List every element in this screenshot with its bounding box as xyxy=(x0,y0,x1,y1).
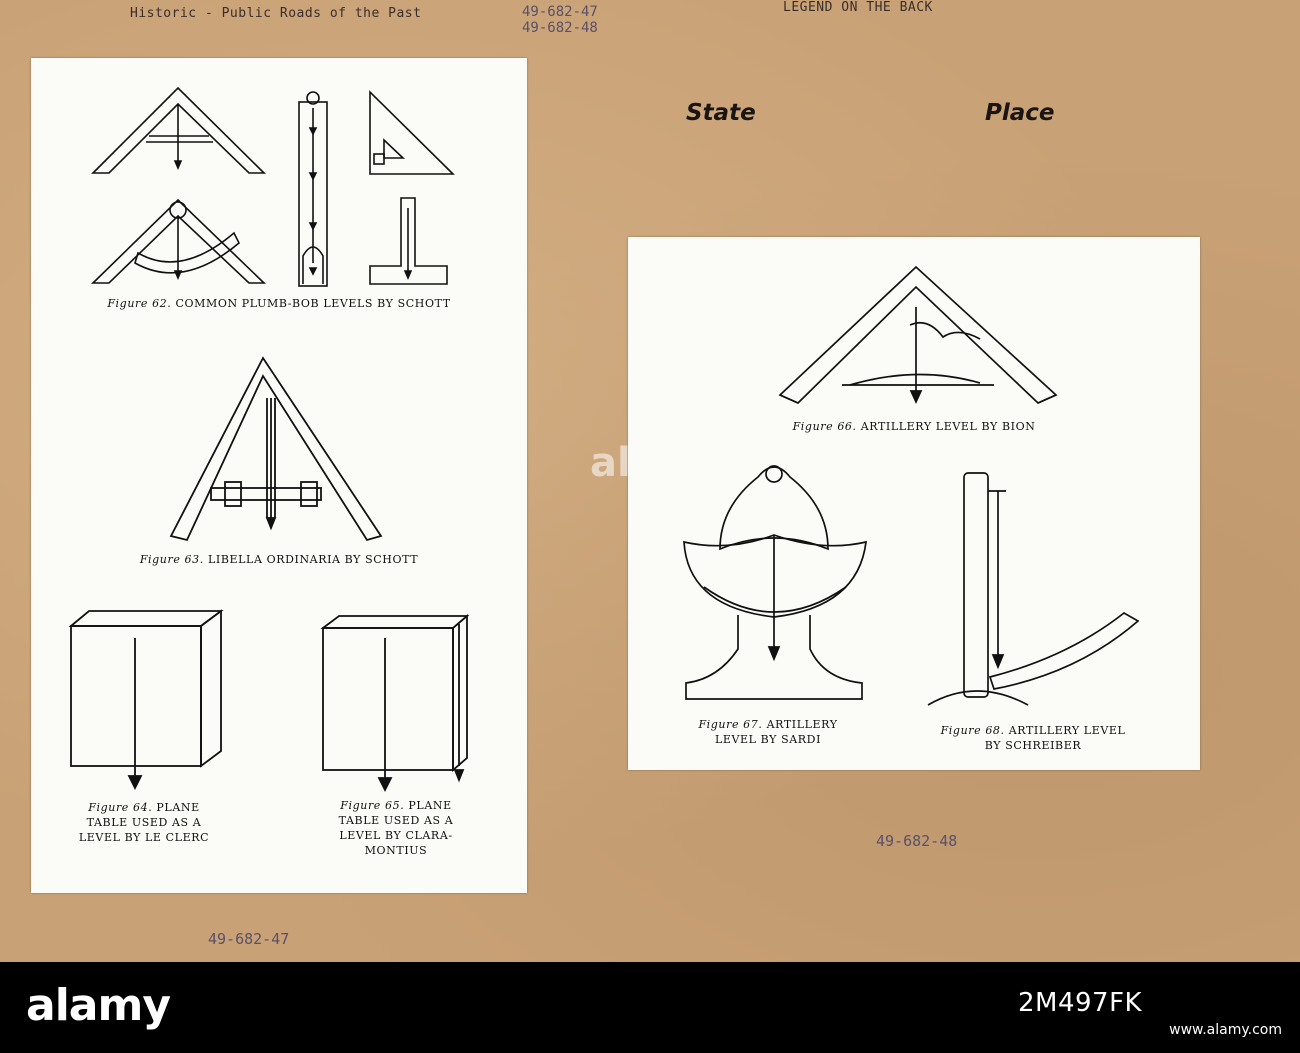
figure-64-line-1: PLANE xyxy=(156,801,200,814)
figure-67-caption xyxy=(668,717,868,747)
figure-65-line-3: LEVEL BY CLARA- xyxy=(339,829,453,842)
figure-66-text: ARTILLERY LEVEL BY BION xyxy=(860,420,1036,433)
figure-68-prefix: Figure 68. xyxy=(940,724,1005,737)
figure-63-caption xyxy=(31,552,527,567)
figure-62-caption xyxy=(31,296,527,311)
left-plate xyxy=(31,58,527,893)
figure-67-line-2: LEVEL BY SARDI xyxy=(714,733,822,746)
place-label: Place xyxy=(985,100,1055,126)
figure-64-caption xyxy=(59,800,229,845)
figure-63-prefix: Figure 63. xyxy=(139,553,204,566)
artillery-levels-drawing xyxy=(628,237,1200,770)
figure-64-line-2: TABLE USED AS A xyxy=(86,816,202,829)
figure-65-line-2: TABLE USED AS A xyxy=(338,814,454,827)
legend-note: LEGEND ON THE BACK xyxy=(783,0,933,15)
figure-62-text: COMMON PLUMB-BOB LEVELS BY SCHOTT xyxy=(175,297,451,310)
footer-number-left: 49-682-47 xyxy=(208,930,290,948)
footer-number-right: 49-682-48 xyxy=(876,832,958,850)
figure-64-line-3: LEVEL BY LE CLERC xyxy=(78,831,210,844)
figure-67-line-1: ARTILLERY xyxy=(766,718,838,731)
figure-68-line-1: ARTILLERY LEVEL xyxy=(1008,724,1126,737)
header-number-1: 49-682-47 xyxy=(522,4,598,20)
right-plate xyxy=(628,237,1200,770)
image-id: 2M497FK xyxy=(1018,988,1143,1018)
plumb-bob-levels-drawing xyxy=(31,58,527,893)
figure-65-caption xyxy=(311,798,481,858)
figure-68-caption xyxy=(918,723,1148,753)
alamy-logo xyxy=(26,982,202,1030)
figure-65-line-4: MONTIUS xyxy=(364,844,428,857)
svg-text:alamy: alamy xyxy=(26,980,170,1031)
figure-66-caption xyxy=(628,419,1200,434)
figure-65-prefix: Figure 65. xyxy=(340,799,405,812)
watermark-fragment: al xyxy=(590,440,631,486)
figure-65-line-1: PLANE xyxy=(408,799,452,812)
figure-62-prefix: Figure 62. xyxy=(107,297,172,310)
figure-64-prefix: Figure 64. xyxy=(88,801,153,814)
figure-67-prefix: Figure 67. xyxy=(698,718,763,731)
figure-66-prefix: Figure 66. xyxy=(792,420,857,433)
figure-63-text: LIBELLA ORDINARIA BY SCHOTT xyxy=(207,553,419,566)
figure-68-line-2: BY SCHREIBER xyxy=(984,739,1082,752)
watermark-url: www.alamy.com xyxy=(1169,1022,1282,1038)
state-label: State xyxy=(686,100,756,126)
header-number-2: 49-682-48 xyxy=(522,20,598,36)
typed-header-title: Historic - Public Roads of the Past xyxy=(130,6,422,21)
